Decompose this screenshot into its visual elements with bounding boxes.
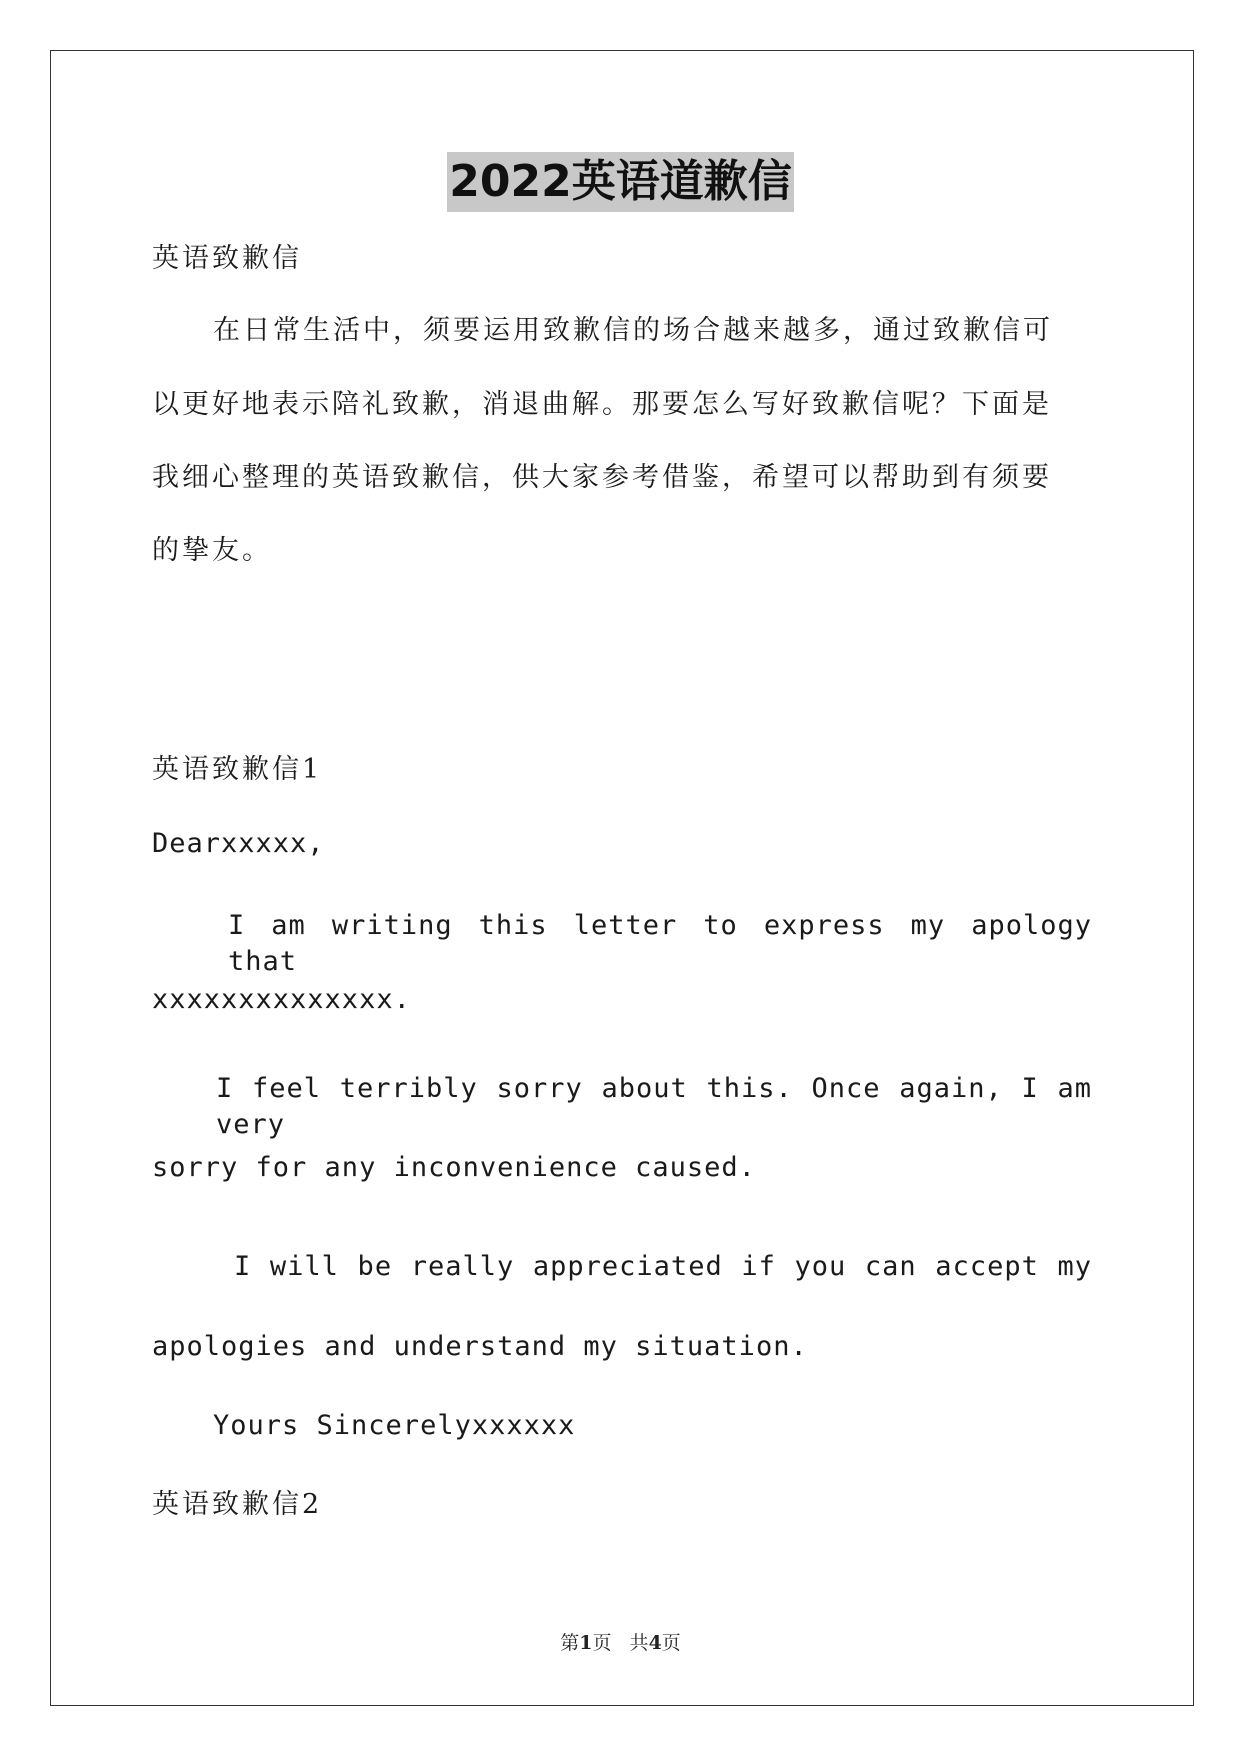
intro-line-2: 以更好地表示陪礼致歉，消退曲解。那要怎么写好致歉信呢？下面是 [152,389,1052,420]
letter1-heading: 英语致歉信1 [152,754,323,785]
letter1-p2-line2: sorry for any inconvenience caused. [152,1152,756,1183]
footer-middle: 页 共 [592,1632,649,1654]
letter1-closing: Yours Sincerelyxxxxxx [213,1410,576,1441]
letter1-salutation: Dearxxxxx, [152,828,325,859]
footer-prefix: 第 [560,1632,580,1654]
footer-suffix: 页 [661,1632,681,1654]
footer-current-page: 1 [579,1632,593,1654]
footer-total-pages: 4 [648,1632,662,1654]
letter2-heading: 英语致歉信2 [152,1489,323,1520]
intro-line-3: 我细心整理的英语致歉信，供大家参考借鉴，希望可以帮助到有须要 [152,462,1052,493]
letter1-p3-line2: apologies and understand my situation. [152,1331,808,1362]
intro-line-4: 的挚友。 [152,535,272,566]
letter1-p1-line1: I am writing this letter to express my apology that [228,910,1092,977]
page-footer [0,1630,1241,1656]
letter1-p3-line1: I will be really appreciated if you can accept my [234,1251,1092,1282]
letter1-p2-line1: I feel terribly sorry about this. Once again, I am very [216,1073,1092,1140]
intro-line-1: 在日常生活中，须要运用致歉信的场合越来越多，通过致歉信可 [213,315,1053,346]
section-heading: 英语致歉信 [152,243,302,274]
letter1-p1-line2: xxxxxxxxxxxxxx. [152,984,411,1015]
document-title: 2022英语道歉信 [447,152,793,212]
page-border [50,50,1194,1706]
title-wrap [0,152,1241,212]
